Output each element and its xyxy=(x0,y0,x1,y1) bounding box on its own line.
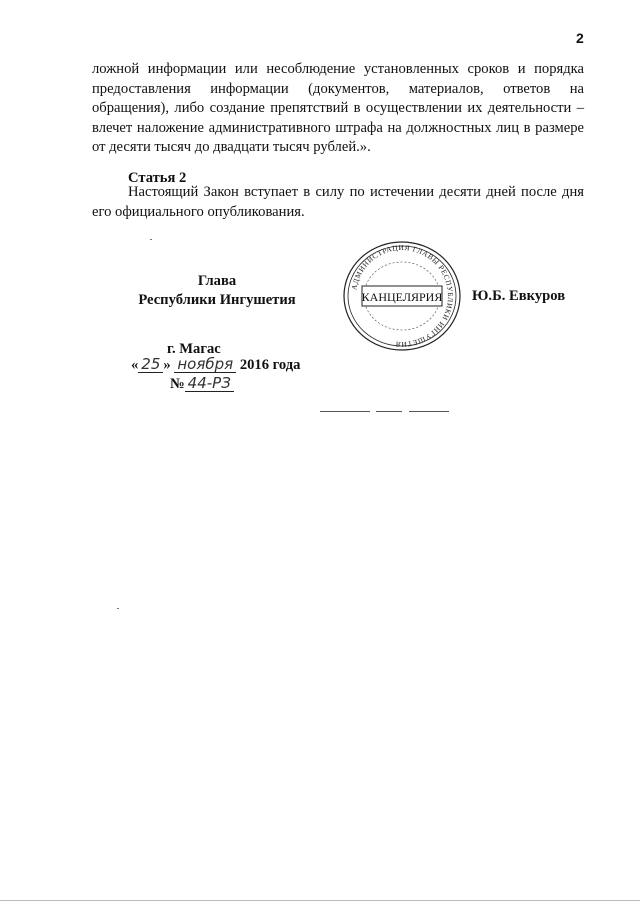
law-number xyxy=(170,375,234,393)
signatory-name: Ю.Б. Евкуров xyxy=(472,288,566,304)
law-number-handwritten: 44-РЗ xyxy=(185,375,234,392)
divider-line xyxy=(409,411,449,412)
law-number-prefix: № xyxy=(170,376,185,392)
scan-edge-line xyxy=(0,900,640,901)
divider-line xyxy=(376,411,402,412)
article-heading: Статья 2 xyxy=(128,170,187,186)
date-month-handwritten: ноября xyxy=(174,356,236,373)
divider-line xyxy=(320,411,370,412)
stamp-ring-text: АДМИНИСТРАЦИЯ ГЛАВЫ РЕСПУБЛИКИ ИНГУШЕТИЯ xyxy=(349,242,456,350)
date-quote-close: » xyxy=(163,357,171,373)
stamp-center-text: КАНЦЕЛЯРИЯ xyxy=(361,290,443,304)
date-day-handwritten: 25 xyxy=(138,356,163,373)
signature-title xyxy=(120,272,314,310)
date-year: 2016 года xyxy=(239,357,301,373)
scan-speck xyxy=(117,608,119,609)
article-text xyxy=(92,183,584,222)
article-text-content: Настоящий Закон вступает в силу по истечении десяти дней после дня его официального опубликования. xyxy=(92,184,584,220)
body-paragraph-text: ложной информации или несоблюдение установленных сроков и порядка предоставления информации (документов, материалов, ответов на обращения), либо создание препятствий в осуществлении их деятельности – влечет наложение административного штрафа на должностных лиц в размере от десяти тысяч до двадцати тысяч рублей.». xyxy=(92,61,584,156)
signature-title-line2: Республики Ингушетия xyxy=(138,292,296,308)
scan-speck xyxy=(150,239,152,240)
signature-title-line1: Глава xyxy=(197,273,237,289)
page-number: 2 xyxy=(576,30,584,46)
official-stamp xyxy=(337,240,467,352)
date-quote-open: « xyxy=(131,357,139,373)
issue-date xyxy=(131,356,300,374)
issue-place: г. Магас xyxy=(167,341,221,357)
body-paragraph xyxy=(92,60,584,158)
